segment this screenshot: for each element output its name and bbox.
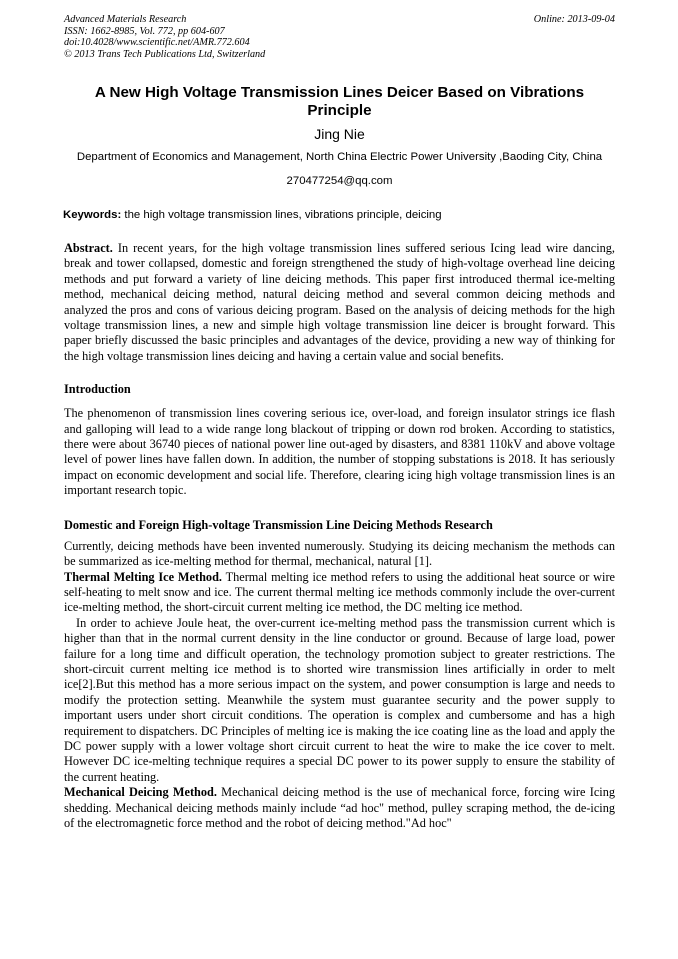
abstract-text: In recent years, for the high voltage transmission lines suffered serious Icing lead wire dancing, break and tower collapsed, domestic and foreign strengthened the study of high-voltage overhead line deicing methods and put forward a variety of line deicing methods. This paper first introduced thermal ice-melting method, mechanical deicing method, natural deicing method and several common deicing methods and analyzed the pros and cons of various deicing program. Based on the analysis of deicing methods for the high voltage transmission lines, a new and simple high voltage transmission line deicer is brought forward. This paper briefly discussed the basic principles and advantages of the device, providing a new way of thinking for the high voltage transmission lines deicing and having a certain value and social benefits.: [64, 241, 615, 363]
mechanical-method-label: Mechanical Deicing Method.: [64, 785, 217, 800]
mechanical-method-paragraph: [64, 785, 615, 831]
keywords: [63, 208, 615, 222]
abstract: [64, 241, 615, 364]
author-affiliation: Department of Economics and Management, North China Electric Power University ,Baoding City, China: [76, 151, 603, 163]
paper-title: A New High Voltage Transmission Lines Deicer Based on Vibrations Principle: [94, 84, 585, 119]
thermal-method-paragraph: [64, 570, 615, 616]
thermal-method-text: Thermal melting ice method refers to using the additional heat source or wire self-heating to melt snow and ice. The current thermal melting ice methods commonly include the over-current ice-melting method, the short-circuit current melting ice method, the DC melting ice method.: [64, 569, 615, 615]
introduction-paragraph: The phenomenon of transmission lines covering serious ice, over-load, and foreign insulator strings ice flash and galloping will lead to a wide range long blackout of tripping or down rod broken. According to statistics, there were about 36740 pieces of national power line out-aged by disasters, and 8381 110kV and above voltage level of power lines have fallen down. In addition, the number of stopping substations is 2018. It has seriously impact on economic development and social life. Therefore, clearing icing high voltage transmission lines is an important research topic.: [64, 406, 615, 498]
thermal-method-label: Thermal Melting Ice Method.: [64, 569, 222, 584]
paper-page: [64, 14, 615, 831]
keywords-label: Keywords:: [63, 209, 122, 221]
doi-line: doi:10.4028/www.scientific.net/AMR.772.604: [64, 37, 250, 48]
author-email: 270477254@qq.com: [286, 175, 393, 187]
online-date: Online: 2013-09-04: [533, 14, 615, 25]
deicing-methods-intro-paragraph: Currently, deicing methods have been invented numerously. Studying its deicing mechanism the methods can be summarized as ice-melting method for thermal, mechanical, natural [1].: [64, 538, 615, 569]
journal-header: [64, 14, 615, 60]
copyright-line: © 2013 Trans Tech Publications Ltd, Switzerland: [64, 48, 266, 60]
issn-line: ISSN: 1662-8985, Vol. 772, pp 604-607: [64, 25, 225, 37]
author-name: Jing Nie: [314, 126, 365, 142]
abstract-label: Abstract.: [64, 241, 113, 255]
section-heading-deicing-methods: Domestic and Foreign High-voltage Transmission Line Deicing Methods Research: [64, 517, 493, 532]
mechanical-method-text: Mechanical deicing method is the use of mechanical force, forcing wire Icing shedding. Mechanical deicing methods mainly include “ad hoc" method, pulley scraping method, the de-icing of the electromagnetic force method and the robot of deicing method."Ad hoc": [64, 785, 615, 830]
section-heading-introduction: Introduction: [64, 382, 131, 397]
joule-heat-paragraph: In order to achieve Joule heat, the over-current ice-melting method pass the transmission current which is higher than that in the normal current density in the line conductor or ground. Because of large load, power failure for a long time and difficult operation, the technology promotion subject to greater restrictions. The short-circuit current melting ice method is to shorted wire transmission lines artificially in order to melt ice[2].But this method has a more serious impact on the system, and power consumption is large and needs to modify the protection setting. Meanwhile the system must guarantee security and the power supply to important users under short circuit conditions. The operation is complex and cumbersome and has a high requirement to dispatchers. DC Principles of melting ice is making the ice coating line as the load and apply the DC power supply with a lower voltage short circuit current to heat the wire to make the ice cover to melt. However DC ice-melting technique requires a special DC power to its power supply to ensure the stability of the current heating.: [64, 615, 615, 784]
keywords-text: the high voltage transmission lines, vibrations principle, deicing: [121, 209, 442, 221]
journal-name: Advanced Materials Research: [64, 14, 187, 25]
